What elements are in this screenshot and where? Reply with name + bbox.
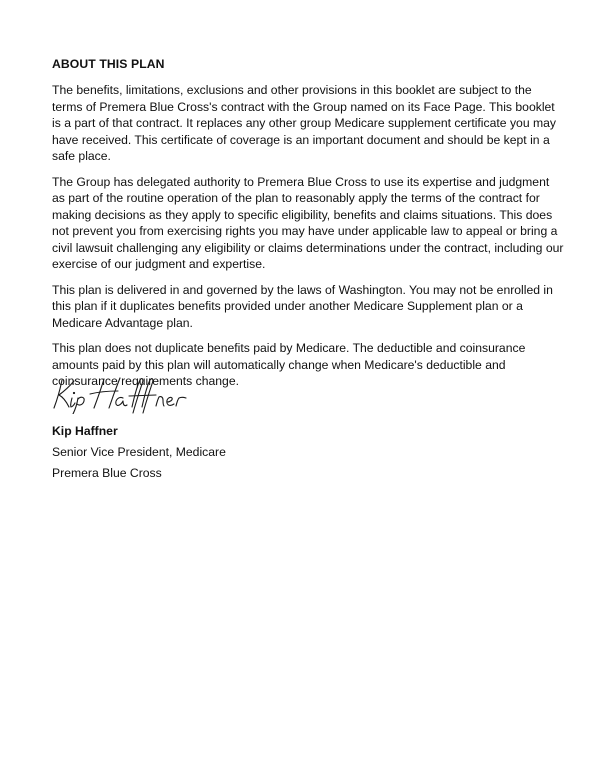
signer-title: Senior Vice President, Medicare	[52, 445, 226, 459]
paragraph-line: exercise of our judgment and expertise.	[52, 257, 266, 271]
paragraph-delegated-authority	[52, 174, 564, 273]
section-heading: ABOUT THIS PLAN	[52, 57, 165, 71]
signer-organization: Premera Blue Cross	[52, 466, 162, 480]
paragraph-line: not prevent you from exercising rights you may have under applicable law to appeal or bring a	[52, 224, 558, 238]
paragraph-provisions	[52, 82, 557, 165]
handwritten-signature	[52, 374, 202, 414]
paragraph-line: safe place.	[52, 149, 111, 163]
signer-name: Kip Haffner	[52, 424, 118, 438]
paragraph-line: this plan if it duplicates benefits provided under another Medicare Supplement plan or a	[52, 299, 523, 313]
paragraph-governing-law	[52, 282, 552, 332]
paragraph-line: This plan does not duplicate benefits paid by Medicare. The deductible and coinsurance	[52, 341, 526, 355]
document-body	[52, 56, 564, 399]
paragraph-line: amounts paid by this plan will automatically change when Medicare's deductible and	[52, 357, 506, 372]
paragraph-line: terms of Premera Blue Cross's contract with the Group named on its Face Page. This booklet	[52, 99, 555, 114]
paragraph-line: This plan is delivered in and governed by the laws of Washington. You may not be enrolled in	[52, 282, 553, 297]
paragraph-line: civil lawsuit challenging any eligibility or claims determinations under the contract, including our	[52, 240, 564, 255]
signature-block	[52, 423, 226, 486]
paragraph-line: making decisions as they apply to specific eligibility, benefits and claims situations. This does	[52, 207, 553, 222]
paragraph-line: have received. This certificate of coverage is an important document and should be kept in a	[52, 132, 550, 147]
paragraph-line: The benefits, limitations, exclusions and other provisions in this booklet are subject to the	[52, 83, 532, 97]
paragraph-line: coinsurance requirements change.	[52, 374, 239, 388]
paragraph-line: is a part of that contract. It replaces any other group Medicare supplement certificate you may	[52, 116, 557, 130]
paragraph-line: as part of the routine operation of the plan to reasonably apply the terms of the contract for	[52, 191, 540, 205]
paragraph-line: Medicare Advantage plan.	[52, 315, 193, 330]
paragraph-line: The Group has delegated authority to Premera Blue Cross to use its expertise and judgment	[52, 174, 550, 189]
